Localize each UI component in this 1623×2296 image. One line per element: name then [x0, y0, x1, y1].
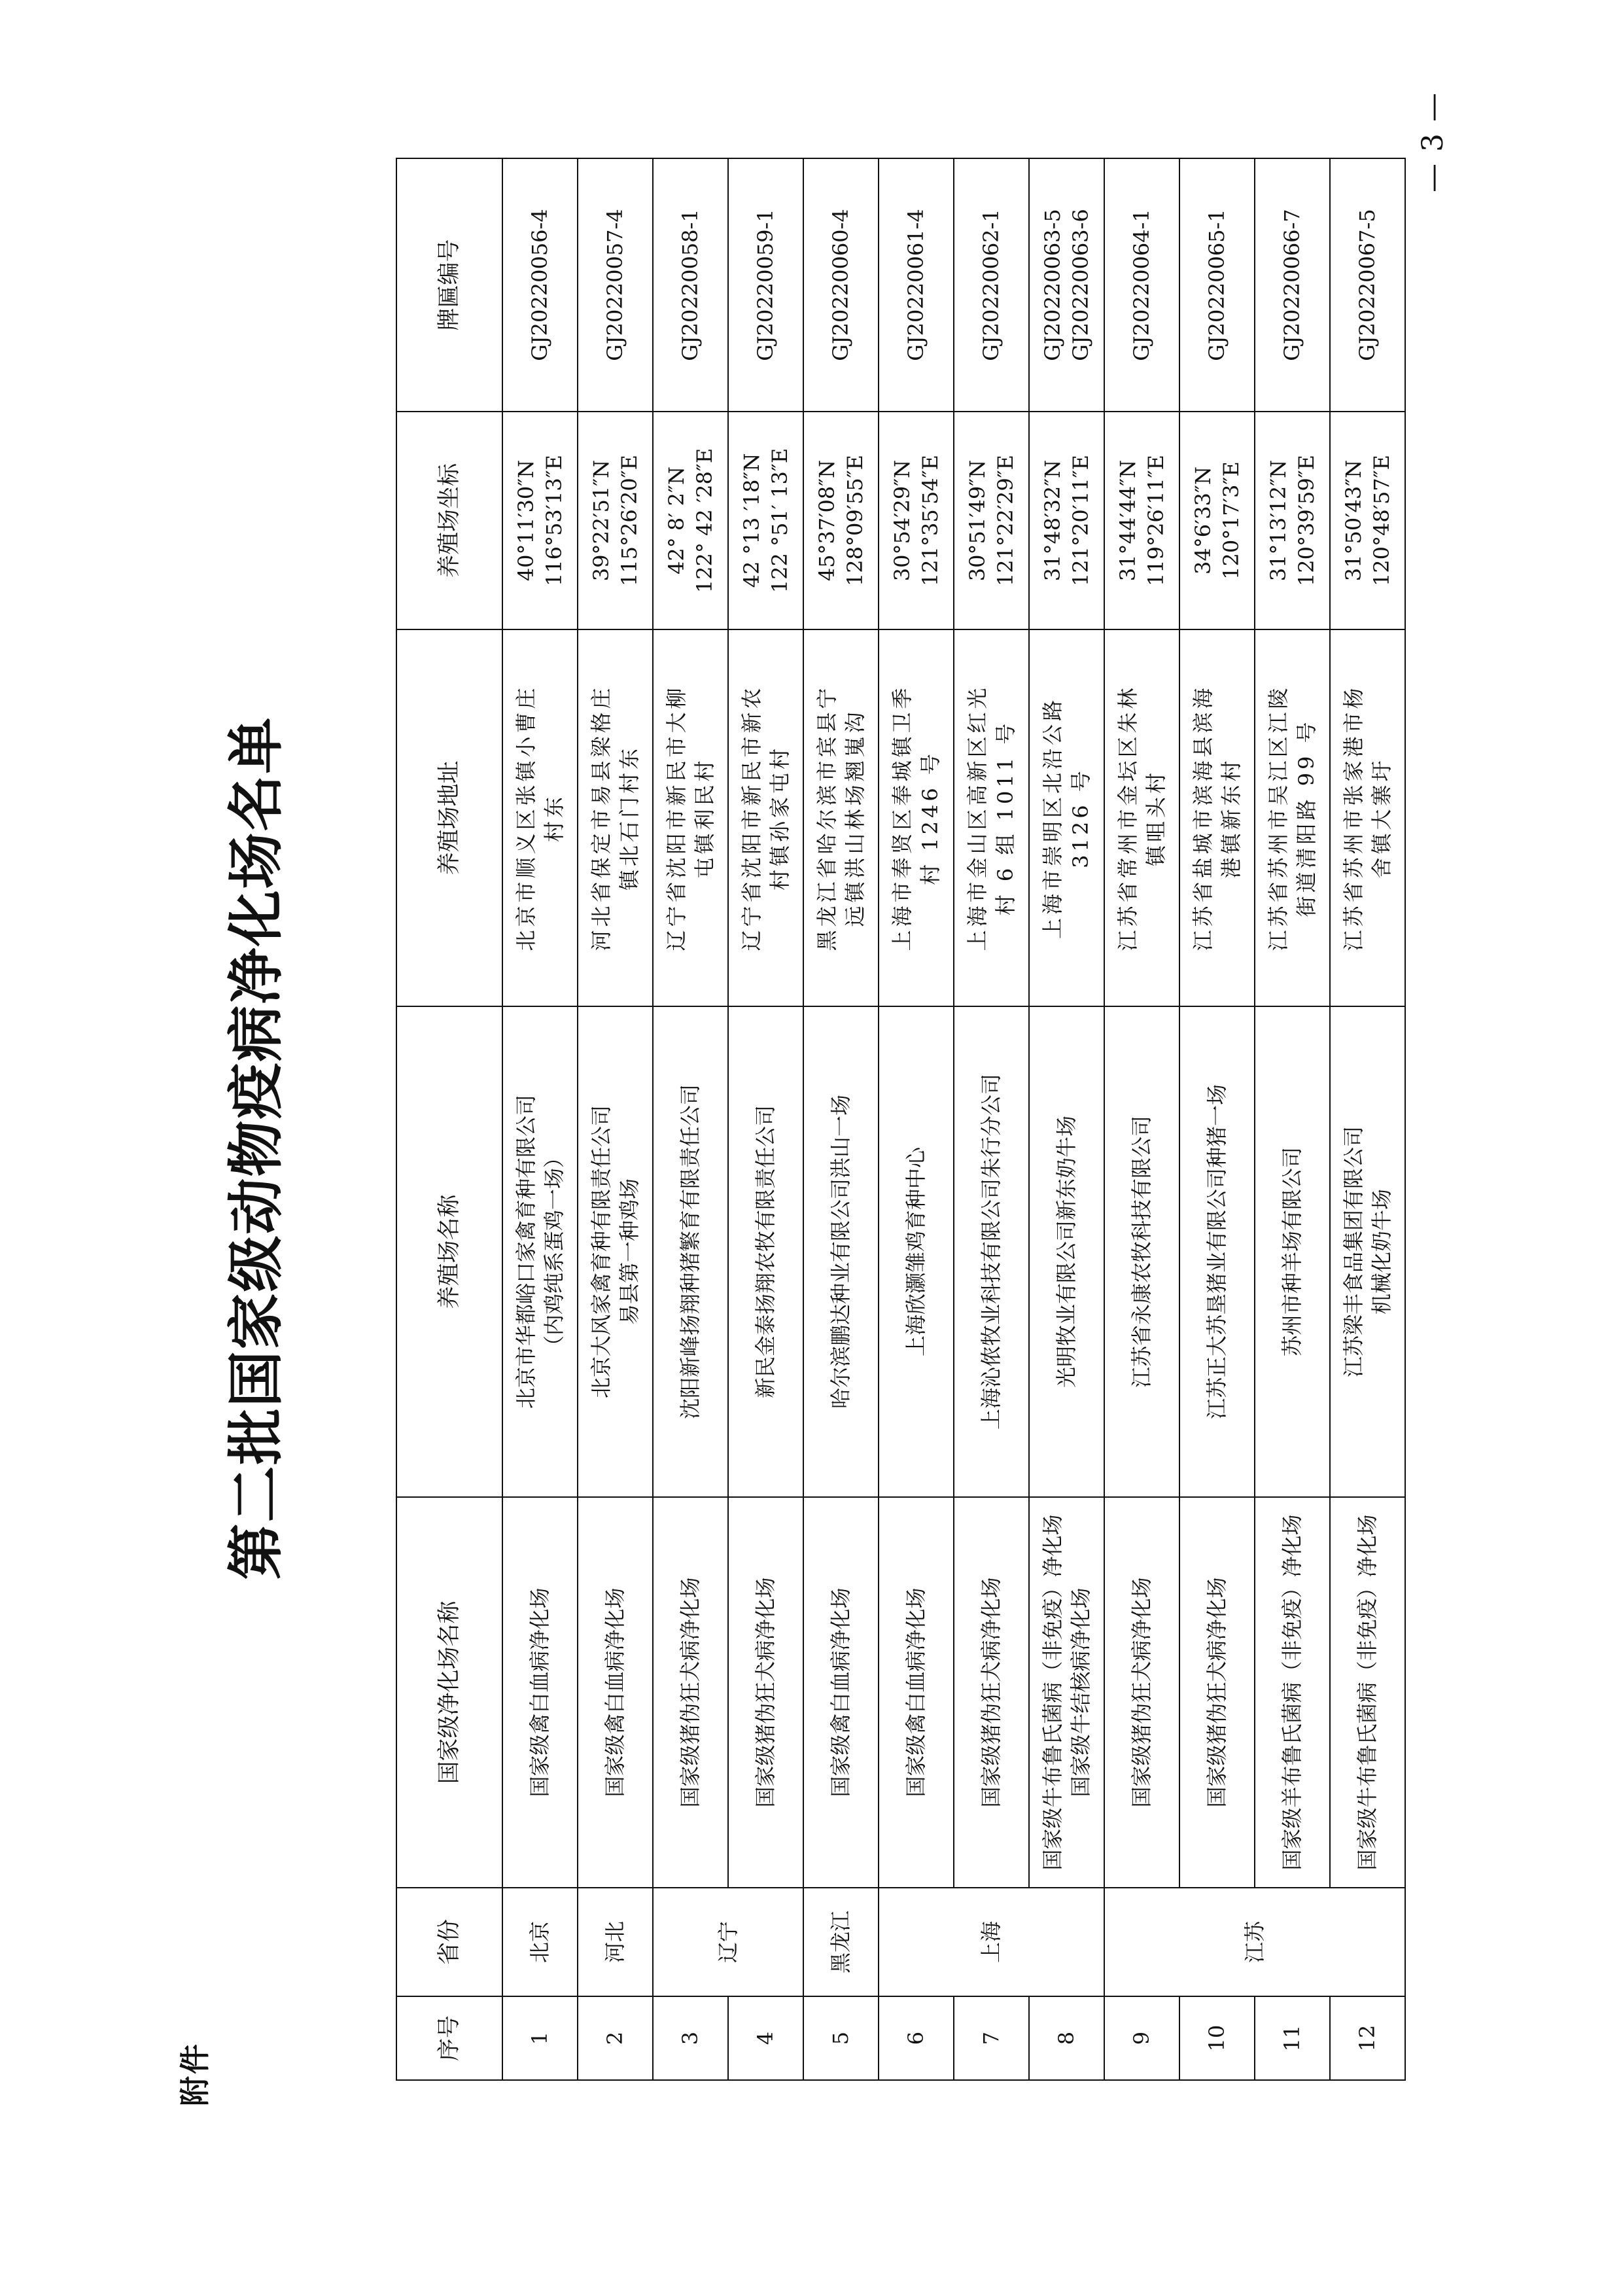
row-index-cell: 8	[1029, 1996, 1104, 2080]
center-name-cell	[954, 1497, 1029, 1888]
farm-address-cell-line: 远镇洪山林场翘嵬沟	[842, 709, 867, 927]
farm-coordinates-cell	[879, 412, 954, 629]
farm-name-cell	[1029, 1006, 1104, 1497]
plaque-number-cell	[879, 158, 954, 412]
province-cell: 辽宁	[653, 1888, 803, 1996]
row-index-cell: 6	[879, 1996, 954, 2080]
farm-name-cell	[653, 1006, 728, 1497]
farm-coordinates-cell	[803, 412, 879, 629]
farm-name-cell	[954, 1006, 1029, 1497]
farm-name-cell	[728, 1006, 803, 1497]
farm-coordinates-cell	[578, 412, 653, 629]
row-index-cell: 12	[1330, 1996, 1405, 2080]
center-name-cell-line: 国家级猪伪狂犬病净化场	[979, 1577, 1004, 1808]
farm-coordinates-cell-line: 116°53′13″E	[541, 454, 567, 587]
column-header-plaque-number: 牌匾编号	[396, 158, 502, 412]
plaque-number-cell-line: GJ20220061-4	[903, 209, 929, 361]
farm-coordinates-cell-line: 121°22′29″E	[992, 454, 1018, 587]
farm-address-cell-line: 江苏省盐城市滨海县滨海	[1191, 684, 1216, 951]
center-name-cell	[1330, 1497, 1405, 1888]
center-name-cell	[1255, 1497, 1330, 1888]
farm-coordinates-cell-line: 31°13′12″N	[1266, 459, 1291, 582]
farm-address-cell	[1179, 629, 1255, 1006]
row-index-cell: 5	[803, 1996, 879, 2080]
plaque-number-cell	[803, 158, 879, 412]
center-name-cell	[879, 1497, 954, 1888]
farm-address-cell-line: 舍镇大寨圩	[1369, 757, 1394, 879]
center-name-cell	[502, 1497, 578, 1888]
center-name-cell	[728, 1497, 803, 1888]
plaque-number-cell-line: GJ20220067-5	[1355, 209, 1380, 361]
row-index-cell: 11	[1255, 1996, 1330, 2080]
farm-name-cell-line: 上海欣灏雏鸡育种中心	[903, 1147, 929, 1357]
farm-coordinates-cell-line: 34°6′33″N	[1191, 467, 1216, 575]
center-name-cell-line: 国家级猪伪狂犬病净化场	[753, 1577, 778, 1808]
farm-coordinates-cell-line: 120°39′59″E	[1293, 454, 1319, 587]
farm-coordinates-cell	[728, 412, 803, 629]
farm-address-cell-line: 3126 号	[1068, 768, 1093, 868]
farm-address-cell-line: 上海市崇明区北沿公路	[1040, 697, 1066, 940]
center-name-cell-line: 国家级牛布鲁氏菌病（非免疫）净化场	[1040, 1514, 1066, 1871]
farm-coordinates-cell-line: 39°22′51″N	[589, 459, 614, 582]
farm-address-cell	[803, 629, 879, 1006]
farm-address-cell-line: 屯镇利民村	[691, 757, 717, 879]
plaque-number-cell-line: GJ20220063-6	[1068, 209, 1093, 361]
farm-address-cell-line: 辽宁省沈阳市新民市大柳	[664, 684, 689, 951]
center-name-cell	[653, 1497, 728, 1888]
center-name-cell-line: 国家级猪伪狂犬病净化场	[678, 1577, 703, 1808]
province-cell: 黑龙江	[803, 1888, 879, 1996]
center-name-cell	[1104, 1497, 1179, 1888]
farm-address-cell-line: 黑龙江省哈尔滨市宾县宁	[814, 684, 840, 951]
center-name-cell-line: 国家级禽白血病净化场	[527, 1587, 553, 1797]
farm-address-cell-line: 港镇新东村	[1218, 757, 1244, 879]
table-row	[1029, 158, 1104, 2080]
table-row	[578, 158, 653, 2080]
farm-address-cell-line: 上海市金山区高新区红光	[965, 684, 990, 951]
farm-name-cell-line: 哈尔滨鹏达种业有限公司洪山一场	[828, 1095, 854, 1409]
farm-coordinates-cell-line: 31°50′43″N	[1341, 459, 1367, 582]
farm-address-cell-line: 村东	[541, 794, 567, 843]
farm-coordinates-cell-line: 45°37′08″N	[814, 459, 840, 582]
center-name-cell-line: 国家级禽白血病净化场	[903, 1587, 929, 1797]
plaque-number-cell	[502, 158, 578, 412]
farm-name-cell-line: 光明牧业有限公司新东奶牛场	[1054, 1116, 1079, 1388]
plaque-number-cell-line: GJ20220059-1	[753, 209, 778, 361]
table-row	[954, 158, 1029, 2080]
farm-address-cell-line: 辽宁省沈阳市新民市新农	[739, 684, 765, 951]
plaque-number-cell	[954, 158, 1029, 412]
farm-name-cell-line: 新民金泰扬翔农牧有限责任公司	[753, 1105, 778, 1399]
farm-coordinates-cell-line: 120°17′3″E	[1218, 461, 1244, 580]
farm-name-cell-line: 机械化奶牛场	[1369, 1189, 1394, 1315]
row-index-cell: 2	[578, 1996, 653, 2080]
table-header-row	[396, 158, 502, 2080]
farm-address-cell-line: 北京市顺义区张镇小曹庄	[514, 684, 539, 951]
farm-name-cell-line: 沈阳新峰扬翔种猪繁育有限责任公司	[678, 1084, 703, 1420]
farm-name-cell	[879, 1006, 954, 1497]
province-cell: 上海	[879, 1888, 1104, 1996]
column-header-farm-address: 养殖场地址	[396, 629, 502, 1006]
farm-address-cell	[879, 629, 954, 1006]
farm-coordinates-cell-line: 30°51′49″N	[965, 459, 990, 582]
row-index-cell: 4	[728, 1996, 803, 2080]
farm-address-cell-line: 街道清阳路 99 号	[1293, 718, 1319, 917]
table-row	[1330, 158, 1405, 2080]
column-header-farm-name: 养殖场名称	[396, 1006, 502, 1497]
column-header-center-name: 国家级净化场名称	[396, 1497, 502, 1888]
farm-name-cell-line: 江苏正大苏垦猪业有限公司种猪一场	[1204, 1084, 1230, 1420]
farm-address-cell-line: 村 1246 号	[917, 751, 943, 885]
table-row	[1104, 158, 1179, 2080]
farm-coordinates-cell-line: 115°26′20″E	[616, 454, 642, 587]
page-number: — 3 —	[1416, 92, 1450, 192]
plaque-number-cell	[728, 158, 803, 412]
farm-name-cell-line: 易县第一种鸡场	[616, 1178, 642, 1326]
farm-coordinates-cell	[653, 412, 728, 629]
farm-coordinates-cell-line: 120°48′57″E	[1369, 454, 1394, 587]
column-header-farm-coordinates: 养殖场坐标	[396, 412, 502, 629]
center-name-cell-line: 国家级禽白血病净化场	[602, 1587, 628, 1797]
plaque-number-cell	[1029, 158, 1104, 412]
farm-address-cell	[954, 629, 1029, 1006]
table-row	[728, 158, 803, 2080]
farm-coordinates-cell	[502, 412, 578, 629]
table-row	[502, 158, 578, 2080]
farm-address-cell-line: 河北省保定市易县梁格庄	[589, 684, 614, 951]
farm-address-cell	[1330, 629, 1405, 1006]
farm-name-cell-line: 江苏梁丰食品集团有限公司	[1341, 1126, 1367, 1378]
center-name-cell	[1029, 1497, 1104, 1888]
farm-address-cell-line: 镇北石门村东	[616, 745, 642, 891]
farm-coordinates-cell-line: 121°35′54″E	[917, 454, 943, 587]
farm-name-cell	[1255, 1006, 1330, 1497]
farm-name-cell-line: 北京市华都峪口家禽育种有限公司	[514, 1095, 539, 1409]
document-title: 第二批国家级动物疫病净化场名单	[223, 716, 289, 1580]
farm-address-cell-line: 江苏省常州市金坛区朱林	[1115, 684, 1141, 951]
plaque-number-cell	[578, 158, 653, 412]
plaque-number-cell	[653, 158, 728, 412]
farm-coordinates-cell-line: 121°20′11″E	[1068, 454, 1093, 587]
attachment-label: 附件	[177, 2042, 213, 2106]
center-name-cell-line: 国家级羊布鲁氏菌病（非免疫）净化场	[1280, 1514, 1305, 1871]
farm-coordinates-cell-line: 122° 42 ′28″E	[691, 448, 717, 593]
farm-address-cell	[578, 629, 653, 1006]
province-cell: 河北	[578, 1888, 653, 1996]
farm-name-cell-line: 苏州市种羊场有限公司	[1280, 1147, 1305, 1357]
table-row	[879, 158, 954, 2080]
province-cell: 北京	[502, 1888, 578, 1996]
center-name-cell-line: 国家级牛布鲁氏菌病（非免疫）净化场	[1355, 1514, 1380, 1871]
table-row	[1179, 158, 1255, 2080]
plaque-number-cell-line: GJ20220060-4	[828, 209, 854, 361]
center-name-cell-line: 国家级牛结核病净化场	[1068, 1587, 1093, 1797]
farm-name-cell	[578, 1006, 653, 1497]
purification-farm-table	[396, 158, 1406, 2081]
farm-coordinates-cell-line: 31°44′44″N	[1115, 459, 1141, 582]
table-row	[1255, 158, 1330, 2080]
farm-address-cell	[653, 629, 728, 1006]
farm-name-cell-line: 江苏省永康农牧科技有限公司	[1129, 1116, 1155, 1388]
farm-coordinates-cell	[1255, 412, 1330, 629]
plaque-number-cell-line: GJ20220062-1	[979, 209, 1004, 361]
farm-name-cell	[1179, 1006, 1255, 1497]
center-name-cell	[578, 1497, 653, 1888]
farm-name-cell-line: （内鸡纯系蛋鸡一场）	[541, 1147, 567, 1357]
farm-address-cell-line: 江苏省苏州市吴江区江陵	[1266, 684, 1291, 951]
plaque-number-cell-line: GJ20220066-7	[1280, 209, 1305, 361]
farm-coordinates-cell-line: 42 °13 ′18″N	[739, 453, 765, 588]
row-index-cell: 3	[653, 1996, 728, 2080]
farm-coordinates-cell	[1330, 412, 1405, 629]
center-name-cell-line: 国家级猪伪狂犬病净化场	[1129, 1577, 1155, 1808]
farm-coordinates-cell-line: 122 °51′ 13″E	[767, 448, 792, 593]
farm-name-cell	[1330, 1006, 1405, 1497]
farm-coordinates-cell-line: 30°54′29″N	[890, 459, 915, 582]
plaque-number-cell	[1179, 158, 1255, 412]
farm-address-cell-line: 村镇孙家屯村	[767, 745, 792, 891]
farm-coordinates-cell	[1029, 412, 1104, 629]
plaque-number-cell-line: GJ20220056-4	[527, 209, 553, 361]
farm-coordinates-cell	[1179, 412, 1255, 629]
province-cell: 江苏	[1104, 1888, 1405, 1996]
farm-address-cell-line: 上海市奉贤区奉城镇卫季	[890, 684, 915, 951]
farm-name-cell	[502, 1006, 578, 1497]
farm-coordinates-cell	[954, 412, 1029, 629]
table-row	[653, 158, 728, 2080]
farm-coordinates-cell-line: 119°26′11″E	[1143, 454, 1168, 587]
farm-name-cell	[803, 1006, 879, 1497]
farm-address-cell-line: 镇咀头村	[1143, 769, 1168, 867]
farm-address-cell-line: 江苏省苏州市张家港市杨	[1341, 684, 1367, 951]
plaque-number-cell	[1104, 158, 1179, 412]
farm-address-cell	[1029, 629, 1104, 1006]
farm-name-cell	[1104, 1006, 1179, 1497]
plaque-number-cell-line: GJ20220064-1	[1129, 209, 1155, 361]
plaque-number-cell-line: GJ20220057-4	[602, 209, 628, 361]
plaque-number-cell-line: GJ20220063-5	[1040, 209, 1066, 361]
farm-coordinates-cell-line: 40°11′30″N	[514, 459, 539, 582]
table-body	[502, 158, 1405, 2080]
column-header-province: 省份	[396, 1888, 502, 1996]
farm-coordinates-cell-line: 31°48′32″N	[1040, 459, 1066, 582]
column-header-index: 序号	[396, 1996, 502, 2080]
center-name-cell-line: 国家级猪伪狂犬病净化场	[1204, 1577, 1230, 1808]
farm-coordinates-cell	[1104, 412, 1179, 629]
farm-coordinates-cell-line: 42° 8′ 2″N	[664, 467, 689, 574]
row-index-cell: 9	[1104, 1996, 1179, 2080]
plaque-number-cell	[1330, 158, 1405, 412]
center-name-cell	[1179, 1497, 1255, 1888]
plaque-number-cell-line: GJ20220065-1	[1204, 209, 1230, 361]
center-name-cell-line: 国家级禽白血病净化场	[828, 1587, 854, 1797]
farm-address-cell-line: 村 6 组 1011 号	[992, 720, 1018, 916]
farm-address-cell	[728, 629, 803, 1006]
farm-coordinates-cell-line: 128°09′55″E	[842, 454, 867, 587]
row-index-cell: 1	[502, 1996, 578, 2080]
farm-address-cell	[1104, 629, 1179, 1006]
farm-name-cell-line: 上海沁侬牧业科技有限公司朱行分公司	[979, 1074, 1004, 1430]
row-index-cell: 10	[1179, 1996, 1255, 2080]
center-name-cell	[803, 1497, 879, 1888]
plaque-number-cell	[1255, 158, 1330, 412]
table-row	[803, 158, 879, 2080]
farm-address-cell	[502, 629, 578, 1006]
farm-name-cell-line: 北京大风家禽育种有限责任公司	[589, 1105, 614, 1399]
plaque-number-cell-line: GJ20220058-1	[678, 209, 703, 361]
row-index-cell: 7	[954, 1996, 1029, 2080]
farm-address-cell	[1255, 629, 1330, 1006]
